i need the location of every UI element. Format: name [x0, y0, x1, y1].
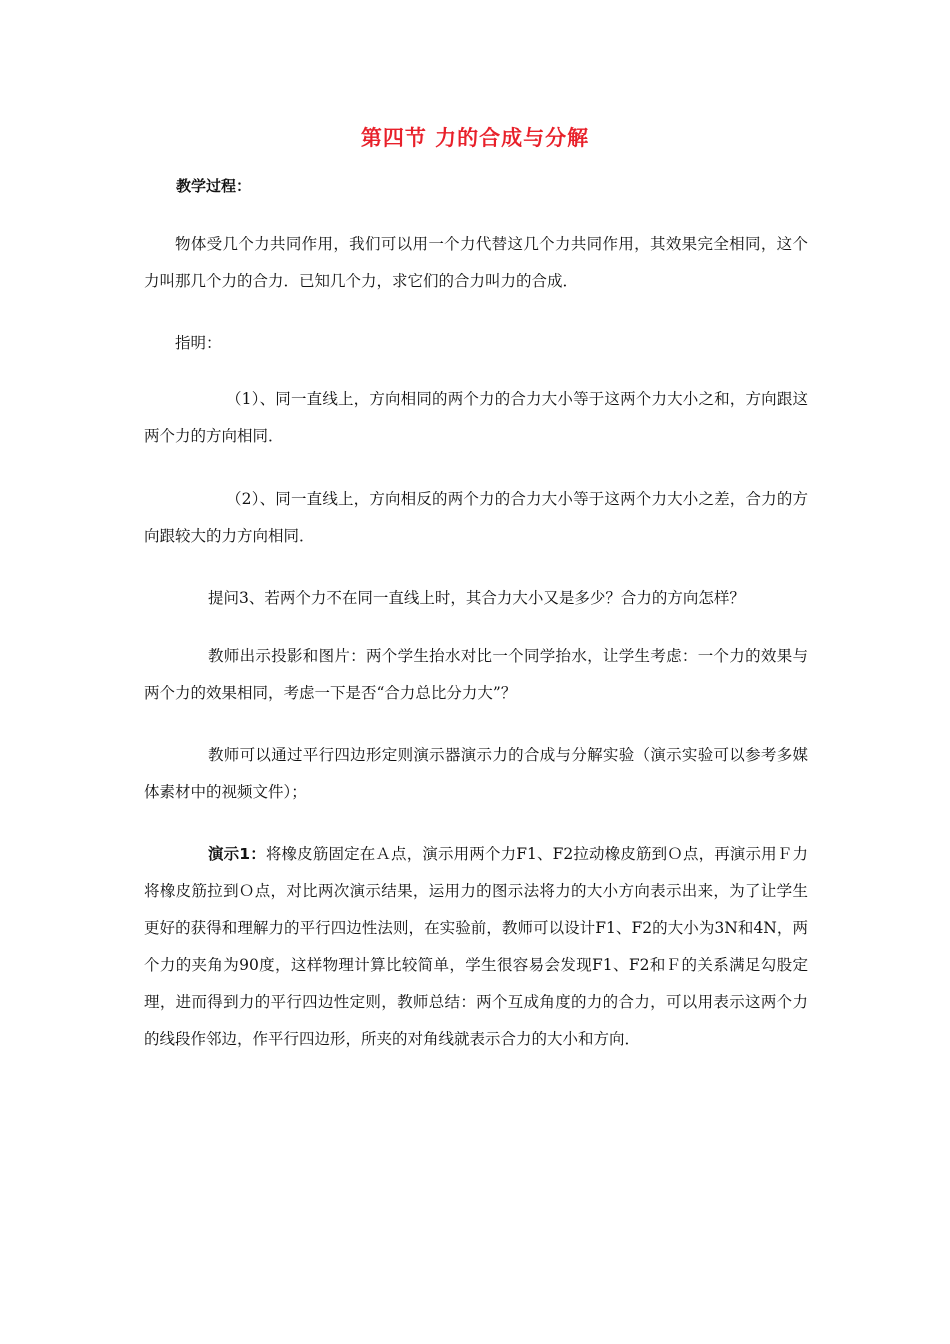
paragraph-teacher-projection: 教师出示投影和图片：两个学生抬水对比一个同学抬水，让学生考虑：一个力的效果与两个力的效果相同，考虑一下是否“合力总比分力大”？: [144, 647, 808, 702]
paragraph-demo-1: [144, 836, 808, 1058]
demo-1-body: 将橡皮筋固定在Ａ点，演示用两个力F1、F2拉动橡皮筋到Ｏ点，再演示用Ｆ力将橡皮筋拉到Ｏ点，对比两次演示结果，运用力的图示法将力的大小方向表示出来，为了让学生更好的获得和理解力的平行四边性法则，在实验前，教师可以设计F1、F2的大小为3N和4N，两个力的夹角为90度，这样物理计算比较简单，学生很容易会发现F1、F2和Ｆ的关系满足勾股定理，进而得到力的平行四边性定则，教师总结：两个互成角度的力的合力，可以用表示这两个力的线段作邻边，作平行四边形，所夹的对角线就表示合力的大小和方向．: [144, 845, 808, 1048]
paragraph-teacher-demonstrator: 教师可以通过平行四边形定则演示器演示力的合成与分解实验（演示实验可以参考多媒体素材中的视频文件）；: [144, 746, 808, 801]
page-title: 第四节 力的合成与分解: [360, 126, 590, 150]
paragraph-rule-1: （1）、同一直线上，方向相同的两个力的合力大小等于这两个力大小之和，方向跟这两个力的方向相同．: [144, 390, 808, 445]
paragraph-question-3: 提问3、若两个力不在同一直线上时，其合力大小又是多少？合力的方向怎样？: [208, 589, 745, 607]
paragraph-rule-2: （2）、同一直线上，方向相反的两个力的合力大小等于这两个力大小之差，合力的方向跟较大的力方向相同．: [144, 490, 808, 545]
paragraph-definition: 物体受几个力共同作用，我们可以用一个力代替这几个力共同作用，其效果完全相同，这个力叫那几个力的合力．已知几个力，求它们的合力叫力的合成．: [144, 235, 808, 290]
demo-1-label: 演示1：: [208, 845, 266, 863]
section-heading: 教学过程：: [176, 177, 252, 195]
paragraph-note-label: 指明：: [175, 334, 222, 352]
